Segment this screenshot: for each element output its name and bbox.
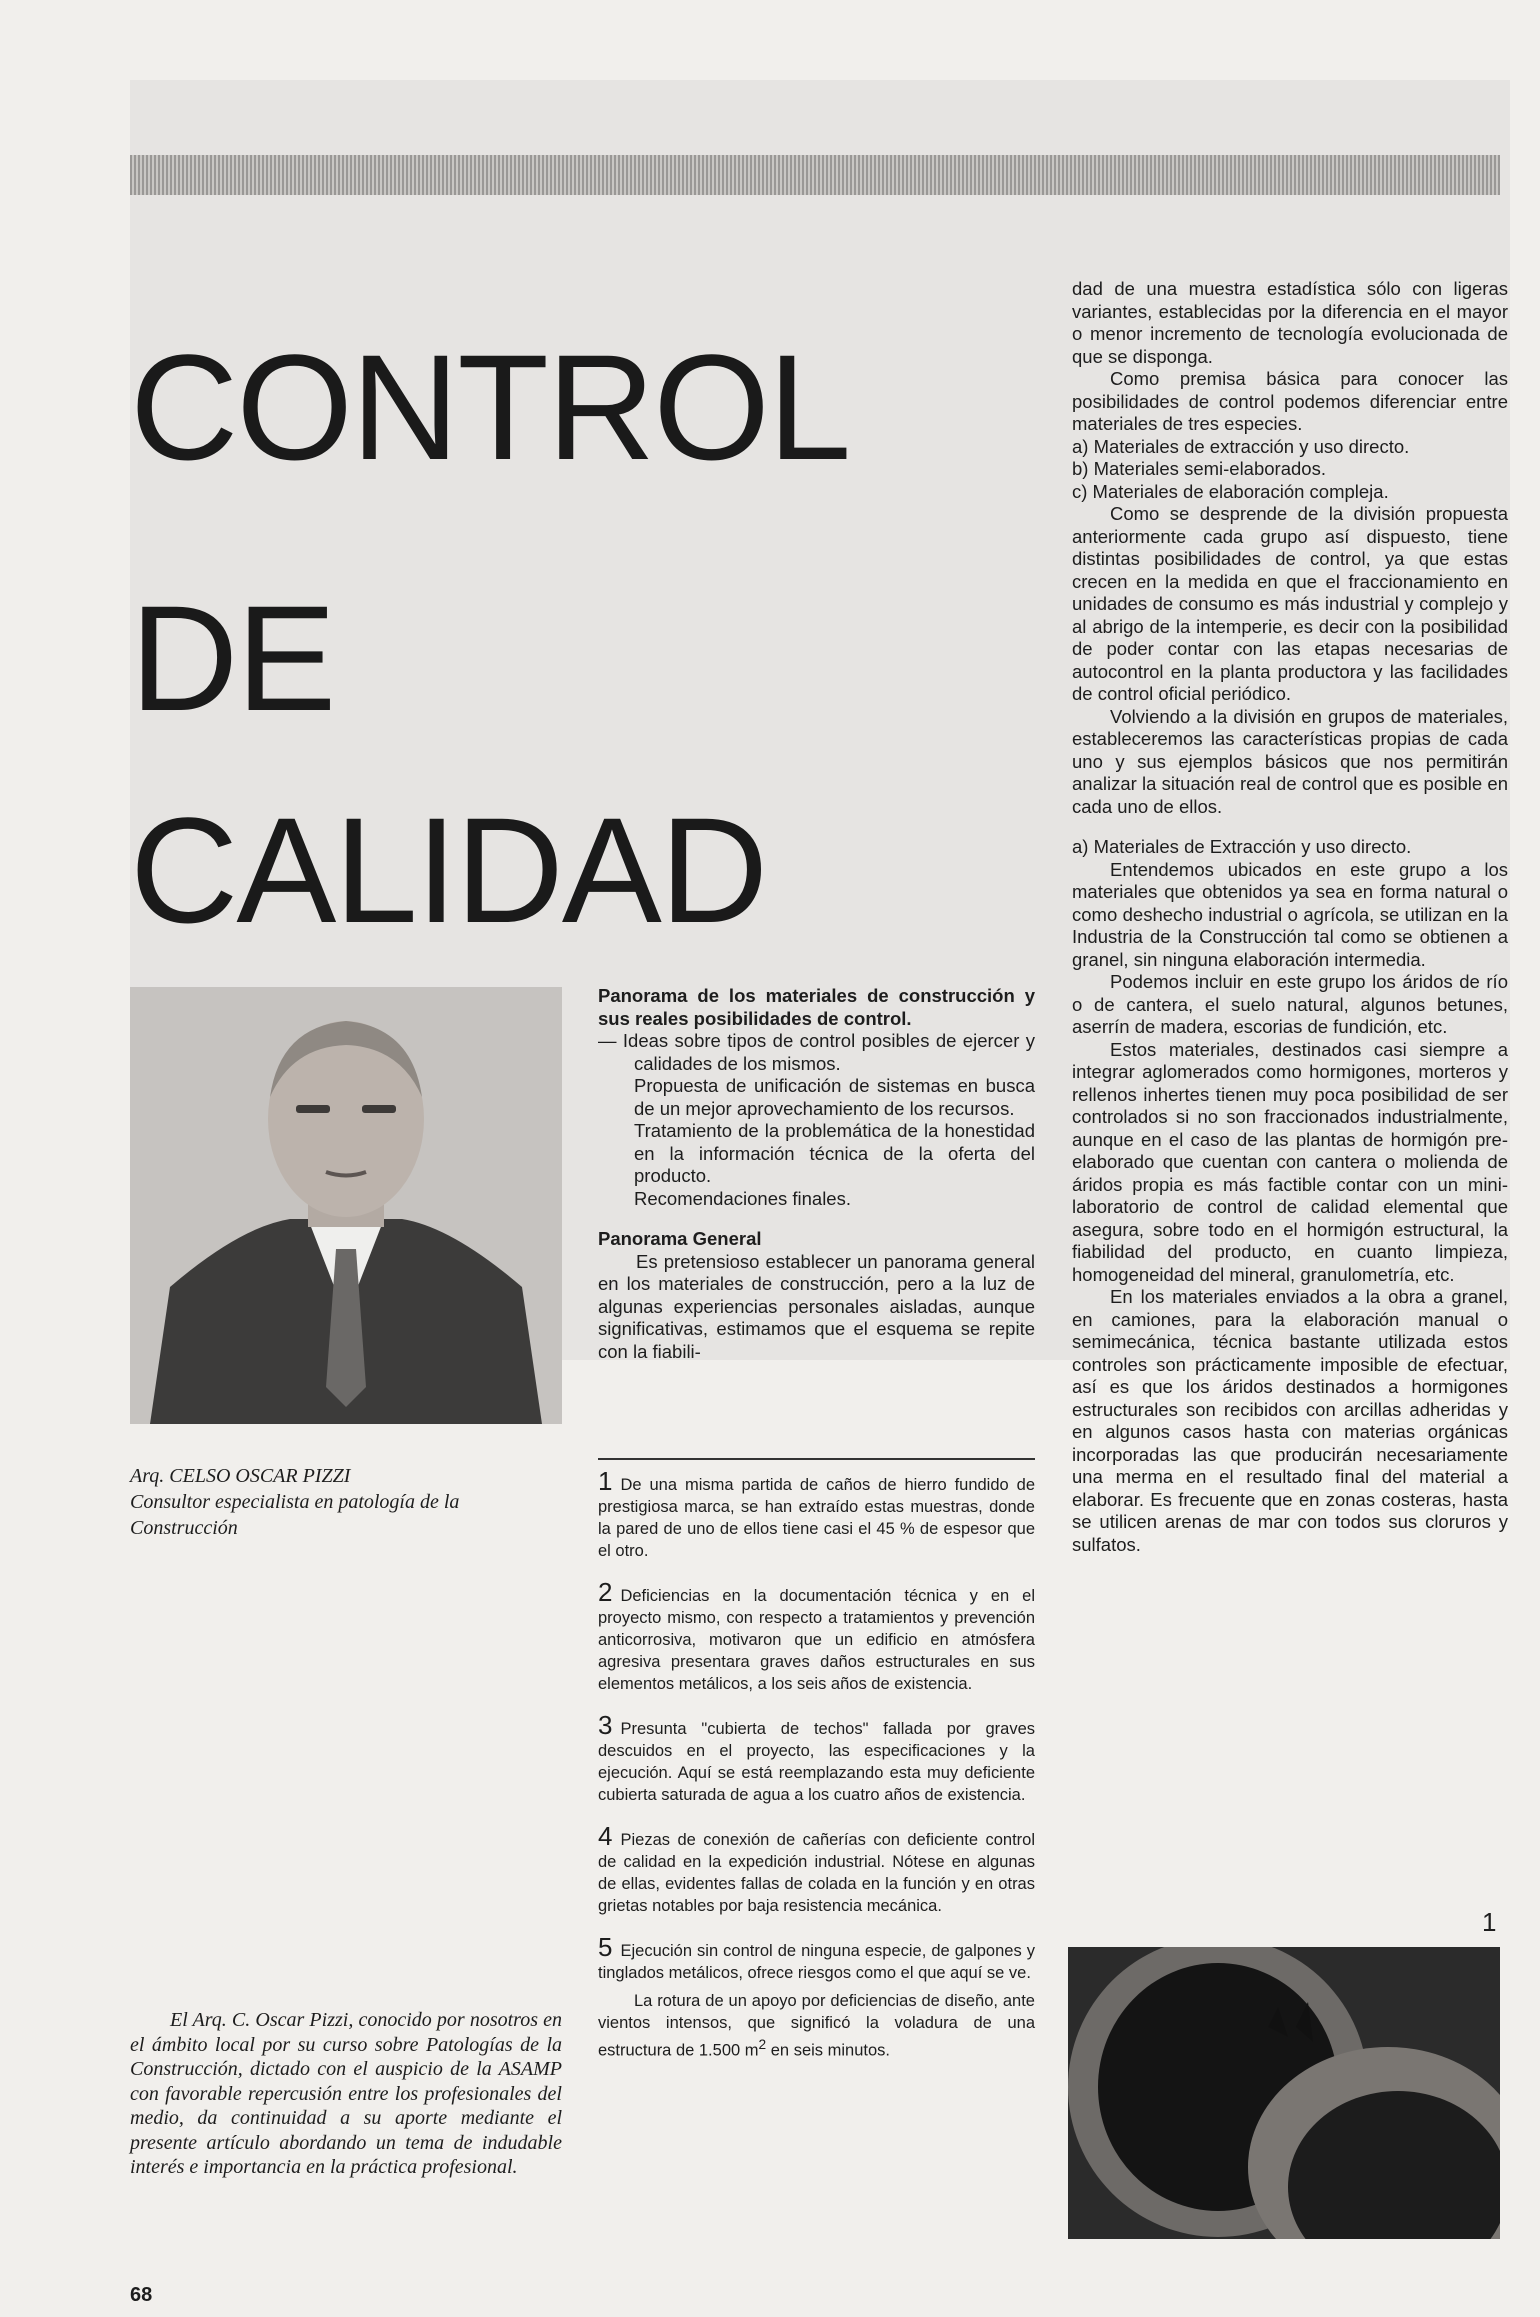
figure-note-1 <box>598 1466 1035 1562</box>
panorama-heading: Panorama General <box>598 1228 762 1249</box>
page-number: 68 <box>130 2284 153 2306</box>
halftone-band <box>130 155 1500 195</box>
summary-column <box>598 985 1035 1363</box>
paragraph: Estos materiales, destinados casi siempre a integrar aglomerados como hormigones, morteros y rellenos inhertes tienen muy poca posibilidad de ser controlados si no son fraccionados industrialmente, aunque en el caso de las plantas de hormigón pre-elaborado que cuentan con cantera o molienda de áridos propia es más factible contar con un mini-laboratorio de control de calidad elemental que asegura, sobre todo en el hormigón estructural, la fiabilidad del producto, en cuanto limpieza, homogeneidad del mineral, granulometría, etc. <box>1072 1038 1508 1285</box>
note-text: Presunta "cubierta de techos" fallada por graves descuidos en el proyecto, las especificaciones y la ejecución. Aquí se está reemplazando esta muy deficiente cubierta saturada de agua a los cuatro años de existencia. <box>598 1720 1035 1804</box>
paragraph: Como se desprende de la división propuesta anteriormente cada grupo así dispuesto, tiene distintas posibilidades de control, ya que estas crecen en la medida en que el fraccionamiento en unidades de consumo es más industrial y complejo y al abrigo de la intemperie, es decir con la posibilidad de poder contar con las etapas necesarias de autocontrol en la planta productora y las facilidades de control oficial periódico. <box>1072 503 1508 704</box>
summary-item: Tratamiento de la problemática de la honestidad en la información técnica de la oferta del producto. <box>634 1120 1035 1186</box>
figure-photo <box>1068 1947 1500 2239</box>
title-line-1: CONTROL <box>130 323 850 491</box>
figure-note-4 <box>598 1821 1035 1917</box>
title-line-2: DE <box>130 574 335 742</box>
paragraph: Como premisa básica para conocer las posibilidades de control podemos diferenciar entre materiales de tres especies. <box>1072 368 1508 434</box>
figure-note-3 <box>598 1710 1035 1806</box>
author-caption <box>130 1463 560 1541</box>
figure-note-5 <box>598 1932 1035 1984</box>
list-item: b) Materiales semi-elaborados. <box>1072 458 1326 479</box>
paragraph: Podemos incluir en este grupo los áridos de río o de cantera, el suelo natural, algunos betunes, aserrín de madera, escorias de fundición, etc. <box>1072 971 1508 1037</box>
note-number: 5 <box>598 1932 613 1962</box>
note-number: 3 <box>598 1710 613 1740</box>
panorama-paragraph: Es pretensioso establecer un panorama general en los materiales de construcción, pero a la luz de algunas experiencias personales aisladas, aunque significativas, estimamos que el esquema se repite con la fiabili- <box>598 1250 1035 1362</box>
list-item: c) Materiales de elaboración compleja. <box>1072 480 1389 502</box>
note-number: 1 <box>598 1466 613 1496</box>
figure-notes <box>598 1458 1035 2081</box>
note-extra-sup: 2 <box>758 2037 767 2052</box>
note-text: Piezas de conexión de cañerías con deficiente control de calidad en la expedición industrial. Nótese en algunas de ellas, evidentes fallas de colada en la función y en otras grietas notables por baja resistencia mecánica. <box>598 1831 1035 1915</box>
paragraph: En los materiales enviados a la obra a granel, en camiones, para la elaboración manual o semimecánica, técnica bastante utilizada estos controles son prácticamente imposible de efectuar, así es que los áridos destinados a hormigones estructurales son recibidos con arcillas adheridas y en algunos casos hasta con materias orgánicas incorporadas las que producirán necesariamente una merma en el resultado final del material a elaborar. Es frecuente que en zonas costeras, hasta se utilicen arenas de mar con todos sus cloruros y sulfatos. <box>1072 1286 1508 1555</box>
author-role: Consultor especialista en patología de la Construcción <box>130 1491 460 1539</box>
note-number: 2 <box>598 1577 613 1607</box>
figure-note-5-extra <box>598 1990 1035 2062</box>
summary-item: Propuesta de unificación de sistemas en busca de un mejor aprovechamiento de los recursos. <box>634 1075 1035 1119</box>
author-portrait <box>130 987 562 1424</box>
pipes-illustration <box>1068 1947 1500 2239</box>
section-heading: a) Materiales de Extracción y uso directo. <box>1072 836 1412 857</box>
summary-item: Recomendaciones finales. <box>634 1187 851 1209</box>
list-item: a) Materiales de extracción y uso directo. <box>1072 435 1410 457</box>
note-extra-tail: en seis minutos. <box>766 2041 890 2060</box>
portrait-illustration <box>130 987 562 1424</box>
summary-heading: Panorama de los materiales de construcción y sus reales posibilidades de control. <box>598 985 1035 1029</box>
note-text: De una misma partida de caños de hierro fundido de prestigiosa marca, se han extraído estas muestras, donde la pared de uno de ellos tiene casi el 45 % de espesor que el otro. <box>598 1476 1035 1560</box>
intro-paragraph: El Arq. C. Oscar Pizzi, conocido por nosotros en el ámbito local por su curso sobre Patologías de la Construcción, dictado con el auspicio de la ASAMP con favorable repercusión entre los profesionales del medio, da continuidad a su aporte mediante el presente artículo abordando un tema de indudable interés e importancia en la práctica profesional. <box>130 2009 562 2178</box>
paragraph: Entendemos ubicados en este grupo a los materiales que obtenidos ya sea en forma natural o como deshecho industrial o agrícola, se utilizan en la Industria de la Construcción tal como se obtienen a granel, sin ninguna elaboración intermedia. <box>1072 858 1508 970</box>
right-column <box>1072 278 1508 1556</box>
note-number: 4 <box>598 1821 613 1851</box>
note-text: Ejecución sin control de ninguna especie, de galpones y tinglados metálicos, ofrece riesgos como el que aquí se ve. <box>598 1942 1035 1982</box>
note-extra-text: La rotura de un apoyo por deficiencias de diseño, ante vientos intensos, que significó la voladura de una estructura de 1.500 m <box>598 1992 1035 2060</box>
note-text: Deficiencias en la documentación técnica y en el proyecto mismo, con respecto a tratamientos y prevención anticorrosiva, motivaron que un edificio en atmósfera agresiva presentara graves daños estructurales en sus elementos metálicos, a los seis años de existencia. <box>598 1587 1035 1693</box>
figure-note-2 <box>598 1577 1035 1695</box>
paragraph: Volviendo a la división en grupos de materiales, estableceremos las características propias de cada uno y sus ejemplos básicos que nos permitirán analizar la situación real de control que es posible en cada uno de ellos. <box>1072 705 1508 817</box>
figure-number: 1 <box>1482 1907 1497 1937</box>
author-name: Arq. CELSO OSCAR PIZZI <box>130 1465 351 1487</box>
title-line-3: CALIDAD <box>130 786 767 954</box>
paragraph: dad de una muestra estadística sólo con ligeras variantes, establecidas por la diferencia en el mayor o menor incremento de tecnología evolucionada de que se disponga. <box>1072 278 1508 367</box>
summary-item: — Ideas sobre tipos de control posibles de ejercer y calidades de los mismos. <box>598 1030 1035 1074</box>
